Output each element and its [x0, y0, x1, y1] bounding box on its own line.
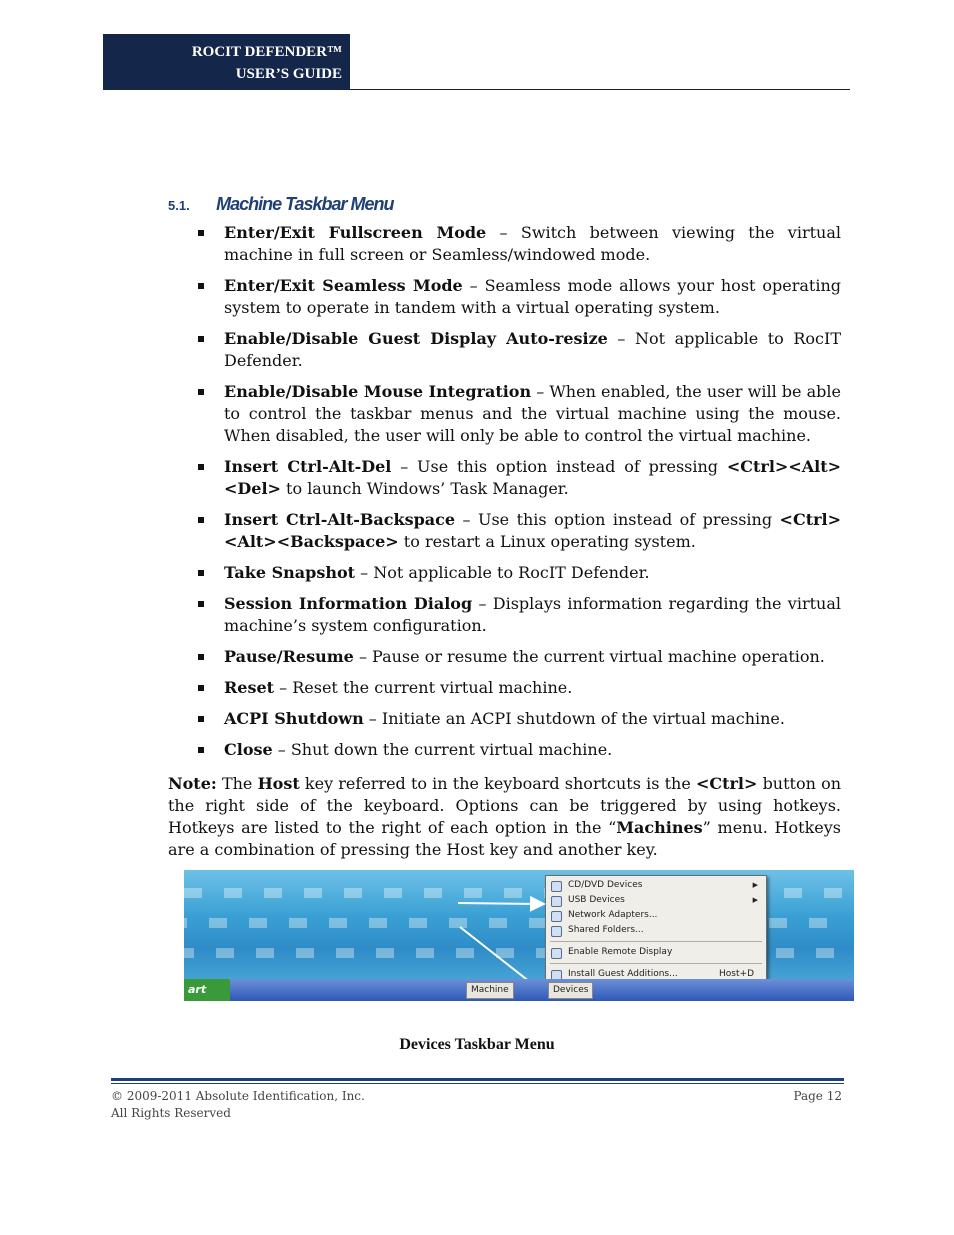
note-bold-ctrl: <Ctrl> [695, 774, 758, 793]
copyright-text: © 2009-2011 Absolute Identification, Inc. [111, 1089, 365, 1103]
item-term: Insert Ctrl-Alt-Del [224, 457, 392, 476]
item-term: Insert Ctrl-Alt-Backspace [224, 510, 456, 529]
list-item [196, 739, 841, 761]
section-title: Machine Taskbar Menu [216, 194, 394, 214]
menu-item-label: Shared Folders... [568, 925, 644, 935]
item-desc: to restart a Linux operating system. [398, 532, 696, 551]
item-desc: – Reset the current virtual machine. [274, 678, 573, 697]
list-item [196, 562, 841, 584]
machine-menu-button[interactable]: Machine [466, 982, 514, 999]
bullet-icon [198, 685, 204, 691]
menu-item-hotkey: Host+D [719, 969, 754, 979]
item-desc: – Shut down the current virtual machine. [272, 740, 613, 759]
item-term: Enable/Disable Mouse Integration [224, 382, 532, 401]
item-term: Enable/Disable Guest Display Auto-resize [224, 329, 608, 348]
page-number: Page 12 [793, 1089, 842, 1103]
item-desc: – Pause or resume the current virtual machine operation. [353, 647, 825, 666]
note-bold-machines: Machines [616, 818, 703, 837]
menu-item-label: Enable Remote Display [568, 947, 673, 957]
item-desc: – Seamless mode allows your host operating system to operate in tandem with a virtual operating system. [224, 276, 842, 317]
guest-taskbar [184, 979, 854, 1001]
devices-menu-screenshot [184, 870, 854, 1001]
item-key: <Ctrl><Alt><Backspace> [224, 510, 841, 551]
item-desc: to launch Windows’ Task Manager. [280, 479, 569, 498]
menu-item-label: CD/DVD Devices [568, 880, 643, 890]
list-item [196, 328, 841, 372]
item-desc: – Not applicable to RocIT Defender. [224, 329, 841, 370]
callout-arrow-top [458, 903, 542, 904]
item-desc: – Use this option instead of pressing [391, 457, 727, 476]
section-number: 5.1. [168, 198, 190, 213]
bullet-icon [198, 230, 204, 236]
footer-copyright [111, 1088, 365, 1122]
menu-item-list [196, 222, 841, 770]
list-item [196, 381, 841, 447]
item-term: ACPI Shutdown [224, 709, 364, 728]
note-bold-host: Host [257, 774, 300, 793]
list-item [196, 222, 841, 266]
item-term: Session Information Dialog [224, 594, 473, 613]
bullet-icon [198, 389, 204, 395]
menu-item-label: USB Devices [568, 895, 625, 905]
item-key: <Ctrl><Alt><Del> [224, 457, 842, 498]
item-term: Enter/Exit Seamless Mode [224, 276, 463, 295]
header-line-1: ROCIT DEFENDER™ [191, 44, 342, 60]
figure-caption: Devices Taskbar Menu [399, 1036, 555, 1053]
rights-text: All Rights Reserved [111, 1106, 231, 1120]
devices-menu-button[interactable]: Devices [548, 982, 593, 999]
section-heading [168, 194, 394, 215]
list-item [196, 456, 841, 500]
bullet-icon [198, 654, 204, 660]
menu-item-label: Network Adapters... [568, 910, 658, 920]
bullet-icon [198, 747, 204, 753]
item-term: Enter/Exit Fullscreen Mode [224, 223, 487, 242]
list-item [196, 646, 841, 668]
item-term: Reset [224, 678, 275, 697]
list-item [196, 593, 841, 637]
header-rule [350, 89, 850, 90]
bullet-icon [198, 716, 204, 722]
footer-rule [111, 1083, 844, 1084]
item-term: Close [224, 740, 273, 759]
item-desc: – Displays information regarding the virtual machine’s system configuration. [224, 594, 841, 635]
note-text: key referred to in the keyboard shortcuts is the [299, 774, 696, 793]
header-line-2: USER’S GUIDE [235, 66, 342, 82]
submenu-arrow-icon: ▶ [752, 881, 758, 889]
item-desc: – When enabled, the user will be able to control the taskbar menus and the virtual machine using the mouse. When disabled, the user will only be able to control the virtual machine. [224, 382, 841, 445]
item-desc: – Not applicable to RocIT Defender. [355, 563, 650, 582]
bullet-icon [198, 601, 204, 607]
note-label: Note: [168, 774, 217, 793]
item-desc: – Switch between viewing the virtual machine in full screen or Seamless/windowed mode. [224, 223, 841, 264]
list-item [196, 275, 841, 319]
item-desc: – Initiate an ACPI shutdown of the virtual machine. [363, 709, 785, 728]
note-text: ” menu. Hotkeys are a combination of pressing the Host key and another key. [168, 818, 841, 859]
list-item [196, 509, 841, 553]
note-text: button on the right side of the keyboard. Options can be triggered by using hotkeys. Hotkeys are listed to the right of each option in the “ [168, 774, 842, 837]
start-button[interactable]: art [184, 979, 230, 1001]
submenu-arrow-icon: ▶ [752, 896, 758, 904]
note-paragraph [168, 773, 841, 861]
item-term: Pause/Resume [224, 647, 354, 666]
header-title-box [103, 34, 350, 90]
item-term: Take Snapshot [224, 563, 356, 582]
bullet-icon [198, 336, 204, 342]
list-item [196, 677, 841, 699]
note-text: The [216, 774, 258, 793]
menu-item-label: Install Guest Additions... [568, 969, 678, 979]
footer-rule [111, 1078, 844, 1081]
bullet-icon [198, 570, 204, 576]
bullet-icon [198, 464, 204, 470]
bullet-icon [198, 283, 204, 289]
list-item [196, 708, 841, 730]
item-desc: – Use this option instead of pressing [455, 510, 780, 529]
bullet-icon [198, 517, 204, 523]
